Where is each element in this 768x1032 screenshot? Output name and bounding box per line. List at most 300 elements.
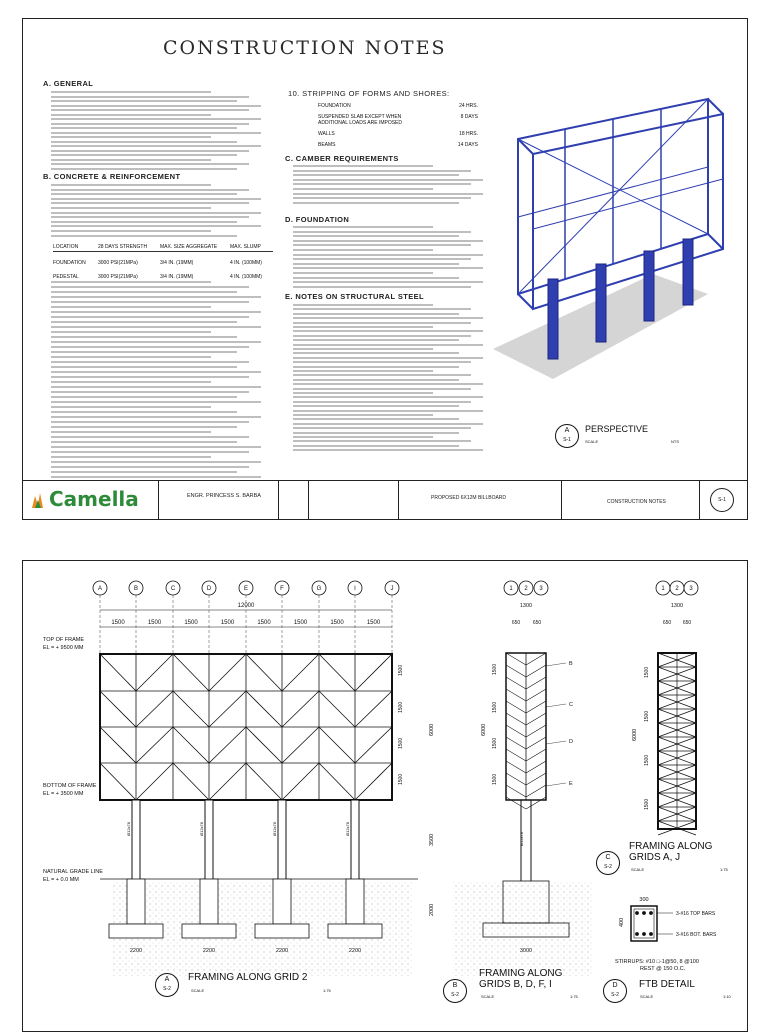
diagonal-brace — [246, 727, 282, 763]
grid-letter: I — [354, 586, 356, 592]
perspective-mark — [555, 424, 579, 448]
pedestal — [273, 879, 291, 924]
sheet-title: CONSTRUCTION NOTES — [163, 37, 447, 59]
construction-notes-sheet — [22, 18, 748, 520]
strip-item: SUSPENDED SLAB EXCEPT WHEN ADDITIONAL LOADS ARE IMPOSED — [318, 114, 403, 126]
note-text-line — [51, 451, 249, 453]
billboard-perspective — [493, 79, 738, 389]
diagonal-brace — [355, 691, 392, 727]
grid-number: 2 — [675, 586, 679, 592]
ftb-height: 400 — [619, 917, 625, 927]
diagonal-brace — [246, 763, 282, 800]
framing-sheet — [22, 560, 748, 1032]
mark-sheet: S-2 — [604, 864, 612, 870]
stripping-heading: 10. STRIPPING OF FORMS AND SHORES: — [288, 89, 450, 98]
note-text-line — [293, 427, 471, 429]
note-text-line — [51, 376, 249, 378]
note-text-line — [51, 456, 211, 458]
sheet-no-cell — [699, 481, 748, 519]
project-cell — [398, 481, 562, 519]
level-value: EL = + 0.0 MM — [43, 877, 79, 883]
side-vertical-dimension: 1500 — [644, 798, 650, 810]
diagonal-brace — [100, 691, 136, 727]
footing — [328, 924, 382, 938]
grid-number: 1 — [661, 586, 665, 592]
diagonal-brace — [319, 727, 355, 763]
diagonal-brace — [282, 727, 319, 763]
side-frame-height: 6000 — [481, 723, 487, 736]
post-label: Ø12x78 — [519, 831, 524, 846]
soil-hatch — [453, 881, 593, 976]
mark-sheet: S-1 — [563, 437, 571, 443]
diagonal-brace — [173, 691, 209, 727]
steel-post — [205, 800, 213, 880]
mark-sheet: S-2 — [163, 986, 171, 992]
note-text-line — [51, 127, 237, 129]
note-text-line — [51, 145, 261, 147]
vertical-dimension: 1500 — [398, 701, 404, 713]
note-text-line — [293, 432, 459, 434]
note-text-line — [51, 114, 211, 116]
pedestal — [127, 879, 145, 924]
note-text-line — [51, 361, 249, 363]
note-text-line — [51, 291, 237, 293]
footing-width: 2200 — [129, 948, 143, 954]
concrete-table — [53, 244, 273, 280]
diagonal-brace — [209, 727, 246, 763]
note-text-line — [51, 326, 261, 328]
diagonal-brace — [355, 727, 392, 763]
note-text-line — [293, 414, 433, 416]
note-text-line — [293, 286, 471, 288]
perspective-caption: PERSPECTIVE — [585, 424, 649, 434]
note-text-line — [293, 183, 471, 185]
lattice-brace — [526, 761, 546, 773]
note-text-line — [51, 91, 211, 93]
bay-dimension: 1500 — [366, 620, 381, 626]
side-frame-height: 6000 — [632, 728, 638, 741]
note-text-line — [51, 396, 237, 398]
note-text-line — [51, 100, 237, 102]
side-dimension: 1300 — [519, 603, 533, 609]
diagonal-brace — [282, 654, 319, 691]
leader-line — [546, 704, 566, 707]
note-text-line — [293, 188, 433, 190]
note-text-line — [293, 374, 471, 376]
note-text-line — [293, 254, 483, 256]
diagonal-brace — [209, 654, 246, 691]
diagonal-brace — [173, 654, 209, 691]
note-text-line — [293, 370, 433, 372]
lattice-brace — [526, 677, 546, 689]
member-label: B — [569, 661, 573, 667]
diagonal-brace — [319, 691, 355, 727]
note-text-line — [293, 348, 433, 350]
table-cell: 4 IN. (100MM) — [230, 274, 262, 280]
note-text-line — [51, 336, 237, 338]
note-text-line — [293, 235, 459, 237]
lattice-brace — [506, 737, 526, 749]
note-text-line — [51, 163, 249, 165]
mark-sheet: S-2 — [611, 992, 619, 998]
note-text-line — [51, 476, 261, 478]
elevation-grids-aj — [658, 653, 696, 835]
grid-letter: A — [97, 586, 103, 592]
diagonal-brace — [319, 763, 355, 800]
side-footing-width: 3000 — [519, 948, 533, 954]
note-text-line — [51, 431, 211, 433]
note-text-line — [293, 396, 483, 398]
table-header: MAX. SLUMP — [230, 244, 261, 250]
lattice-brace — [506, 797, 526, 809]
bay-dimension: 1500 — [184, 620, 198, 626]
note-text-line — [51, 296, 261, 298]
bay-dimension: 1500 — [111, 620, 125, 626]
diagonal-brace — [282, 691, 319, 727]
note-text-line — [293, 344, 483, 346]
diagonal-brace — [100, 763, 136, 800]
note-text-line — [51, 321, 237, 323]
note-text-line — [51, 109, 249, 111]
note-text-line — [51, 331, 211, 333]
diagonal-brace — [100, 654, 136, 691]
lattice-brace — [506, 689, 526, 701]
note-text-line — [51, 446, 261, 448]
scale-a: 1:75 — [323, 988, 331, 993]
lattice-brace — [506, 677, 526, 689]
vertical-dimension: 1500 — [398, 737, 404, 749]
member-label: E — [569, 781, 573, 787]
diagonal-brace — [246, 691, 282, 727]
note-text-line — [293, 379, 459, 381]
note-text-line — [51, 426, 237, 428]
note-text-line — [51, 207, 211, 209]
caption-b-line2: GRIDS B, D, F, I — [479, 979, 552, 990]
grid-letter: D — [206, 586, 212, 592]
note-text-line — [51, 351, 237, 353]
diagonal-brace — [355, 654, 392, 691]
caption-c-line2: GRIDS A, J — [629, 852, 681, 863]
section-d-header: D. FOUNDATION — [285, 215, 350, 224]
footing-width: 2200 — [348, 948, 362, 954]
table-cell: 3/4 IN. (19MM) — [160, 274, 194, 280]
note-text-line — [293, 165, 433, 167]
bay-dimension: 1500 — [257, 620, 271, 626]
scale-label: SCALE — [191, 988, 205, 993]
lattice-brace — [506, 761, 526, 773]
project-title: PROPOSED 6X12M BILLBOARD — [431, 495, 507, 501]
note-text-line — [51, 316, 249, 318]
note-text-line — [293, 313, 459, 315]
note-text-line — [51, 311, 261, 313]
note-text-line — [293, 449, 483, 451]
note-text-line — [51, 381, 211, 383]
stripping-table — [318, 103, 478, 148]
bay-dimension: 1500 — [220, 620, 235, 626]
grid-number: 2 — [524, 586, 528, 592]
caption-a: FRAMING ALONG GRID 2 — [188, 972, 308, 983]
level-value: EL = + 3500 MM — [43, 791, 84, 797]
lattice-brace — [526, 725, 546, 737]
note-text-line — [293, 317, 483, 319]
post-height: 3500 — [429, 833, 435, 846]
sheet-no: S-1 — [710, 488, 734, 512]
logo-text: Camella — [49, 487, 139, 511]
scale-value: NTS — [671, 439, 679, 444]
grid-number: 3 — [689, 586, 693, 592]
note-text-line — [293, 308, 471, 310]
sheet-content: CONSTRUCTION NOTES — [607, 499, 666, 505]
strip-value: 24 HRS. — [459, 103, 478, 109]
scale-label: SCALE — [640, 994, 654, 999]
note-text-line — [51, 386, 261, 388]
note-text-line — [51, 193, 237, 195]
diagonal-brace — [319, 654, 355, 691]
note-text-line — [51, 441, 237, 443]
prepared-by: ENGR. PRINCESS S. BARBA — [187, 493, 261, 499]
note-text-line — [51, 202, 249, 204]
diagonal-brace — [100, 727, 136, 763]
note-text-line — [51, 366, 237, 368]
note-text-line — [293, 244, 471, 246]
note-text-line — [293, 445, 459, 447]
lattice-brace — [526, 749, 546, 761]
section-b-header: B. CONCRETE & REINFORCEMENT — [43, 172, 181, 181]
note-text-line — [293, 410, 483, 412]
leader-line — [546, 741, 566, 744]
scale-d: 1:10 — [723, 994, 731, 999]
overall-dimension: 12000 — [237, 603, 255, 609]
ftb-detail — [631, 906, 673, 941]
note-text-line — [293, 352, 459, 354]
note-text-line — [293, 366, 459, 368]
post-label: Ø12x78 — [345, 821, 350, 836]
note-text-line — [51, 471, 237, 473]
side-half: 650 — [511, 620, 521, 626]
scale-label: SCALE — [481, 994, 495, 999]
flame-logo-icon — [29, 491, 47, 509]
note-text-line — [51, 216, 249, 218]
diagonal-brace — [209, 763, 246, 800]
elevation-grid-2 — [100, 654, 418, 879]
ftb-width: 300 — [639, 897, 649, 903]
note-text-line — [51, 150, 249, 152]
camella-logo — [29, 487, 139, 511]
note-text-line — [51, 123, 249, 125]
grid-letter: E — [243, 586, 249, 592]
note-text-line — [293, 339, 459, 341]
strip-value: 18 HRS. — [459, 131, 478, 137]
bay-dimension: 1500 — [147, 620, 162, 626]
level-label: TOP OF FRAME — [43, 637, 85, 643]
prepared-by-cell — [158, 481, 279, 519]
note-text-line — [51, 286, 249, 288]
note-text-line — [293, 240, 483, 242]
note-text-line — [51, 301, 249, 303]
note-text-line — [51, 154, 237, 156]
sheet-content-cell — [561, 481, 700, 519]
table-header: MAX. SIZE AGGREGATE — [160, 244, 218, 250]
note-text-line — [293, 322, 471, 324]
note-text-line — [51, 371, 261, 373]
post-label: Ø12x78 — [126, 821, 131, 836]
mark-sheet: S-2 — [451, 992, 459, 998]
footing-width: 2200 — [202, 948, 216, 954]
side-vertical-dimension: 1500 — [644, 754, 650, 766]
seal-cell — [278, 481, 309, 519]
grid-letter: B — [133, 586, 139, 592]
lattice-brace — [526, 737, 546, 749]
vertical-dimension: 1500 — [398, 773, 404, 785]
grid-letter: G — [316, 586, 322, 592]
diagonal-brace — [136, 691, 173, 727]
footing-width: 2200 — [275, 948, 289, 954]
note-text-line — [293, 272, 433, 274]
level-label: BOTTOM OF FRAME — [43, 783, 97, 789]
note-text-line — [293, 335, 471, 337]
lattice-brace — [506, 653, 526, 665]
member-label: D — [569, 739, 573, 745]
note-text-line — [51, 141, 237, 143]
scale-label: SCALE — [631, 867, 645, 872]
side-vertical-dimension: 1500 — [492, 773, 498, 785]
note-text-line — [293, 267, 483, 269]
note-text-line — [51, 230, 211, 232]
steel-post — [351, 800, 359, 880]
note-text-line — [51, 356, 211, 358]
note-text-line — [293, 263, 459, 265]
note-text-line — [293, 202, 459, 204]
side-dimension: 1300 — [670, 603, 684, 609]
note-text-line — [51, 235, 237, 237]
note-text-line — [51, 189, 249, 191]
member-label: C — [569, 702, 573, 708]
steel-post — [132, 800, 140, 880]
table-cell: 3/4 IN. (19MM) — [160, 260, 194, 266]
grid-letter: J — [390, 586, 394, 592]
note-text-line — [293, 170, 471, 172]
note-text-line — [293, 193, 483, 195]
note-text-line — [293, 174, 459, 176]
footing — [109, 924, 163, 938]
caption-b-mark — [443, 979, 467, 1003]
table-header: 28 DAYS STRENGTH — [98, 244, 148, 250]
approval-cell — [308, 481, 399, 519]
diagonal-brace — [136, 727, 173, 763]
note-text-line — [51, 341, 261, 343]
note-text-line — [293, 383, 483, 385]
note-text-line — [293, 440, 471, 442]
diagonal-brace — [246, 654, 282, 691]
lattice-brace — [506, 773, 526, 785]
footing — [182, 924, 236, 938]
note-text-line — [51, 212, 261, 214]
side-vertical-dimension: 1500 — [492, 737, 498, 749]
note-text-line — [51, 105, 261, 107]
note-text-line — [293, 197, 471, 199]
side-vertical-dimension: 1500 — [492, 701, 498, 713]
table-cell: PEDESTAL — [53, 274, 79, 280]
caption-c-mark — [596, 851, 620, 875]
note-text-line — [51, 411, 237, 413]
table-cell: 3000 PSI(21MPa) — [98, 274, 138, 280]
lattice-brace — [526, 701, 546, 713]
lattice-brace — [506, 665, 526, 677]
note-text-line — [51, 421, 249, 423]
lattice-brace — [506, 713, 526, 725]
side-half: 650 — [532, 620, 542, 626]
note-text-line — [51, 132, 261, 134]
strip-item: BEAMS — [318, 142, 336, 148]
note-text-line — [51, 436, 249, 438]
diagonal-brace — [209, 691, 246, 727]
mark-letter: B — [452, 982, 458, 989]
note-text-line — [51, 416, 261, 418]
caption-c-line1: FRAMING ALONG — [629, 841, 713, 852]
lattice-brace — [526, 665, 546, 677]
caption-c — [629, 841, 712, 863]
side-vertical-dimension: 1500 — [644, 710, 650, 722]
table-cell: FOUNDATION — [53, 260, 86, 266]
caption-b-line1: FRAMING ALONG — [479, 968, 563, 979]
note-text-line — [51, 466, 249, 468]
lattice-brace — [526, 713, 546, 725]
title-block — [23, 480, 747, 519]
grid-letter: F — [280, 586, 284, 592]
lattice-brace — [526, 785, 546, 797]
table-cell: 3000 PSI(21MPa) — [98, 260, 138, 266]
note-text-line — [293, 330, 483, 332]
note-text-line — [51, 118, 261, 120]
caption-d-mark — [603, 979, 627, 1003]
mark-letter: C — [605, 854, 611, 861]
lattice-brace — [506, 701, 526, 713]
note-text-line — [293, 423, 483, 425]
footing — [255, 924, 309, 938]
strip-item: WALLS — [318, 131, 335, 137]
note-text-line — [293, 277, 459, 279]
note-text-line — [51, 306, 211, 308]
caption-b — [479, 968, 562, 990]
ftb-stirrups: STIRRUPS: #10 □-1@50, 8 @100 — [615, 959, 699, 965]
note-text-line — [293, 361, 471, 363]
note-text-line — [51, 198, 261, 200]
vertical-dimension: 1500 — [398, 664, 404, 676]
note-text-line — [51, 406, 211, 408]
lattice-brace — [526, 773, 546, 785]
ftb-top-bars: 3-#16 TOP BARS — [676, 911, 716, 917]
note-text-line — [51, 461, 261, 463]
scale-c: 1:75 — [720, 867, 728, 872]
caption-a-mark — [155, 973, 179, 997]
note-text-line — [51, 401, 261, 403]
lattice-brace — [506, 785, 526, 797]
note-text-line — [293, 392, 433, 394]
lattice-brace — [526, 689, 546, 701]
mark-letter: A — [564, 427, 570, 434]
post-label: Ø12x78 — [272, 821, 277, 836]
leader-line — [546, 663, 566, 666]
note-text-line — [293, 179, 483, 181]
diagonal-brace — [173, 727, 209, 763]
mark-letter: D — [612, 982, 618, 989]
note-text-line — [293, 401, 471, 403]
caption-d: FTB DETAIL — [639, 979, 695, 990]
side-vertical-dimension: 1500 — [644, 666, 650, 678]
lattice-brace — [526, 653, 546, 665]
strip-value: 14 DAYS — [457, 142, 478, 148]
level-label: NATURAL GRADE LINE — [43, 869, 103, 875]
